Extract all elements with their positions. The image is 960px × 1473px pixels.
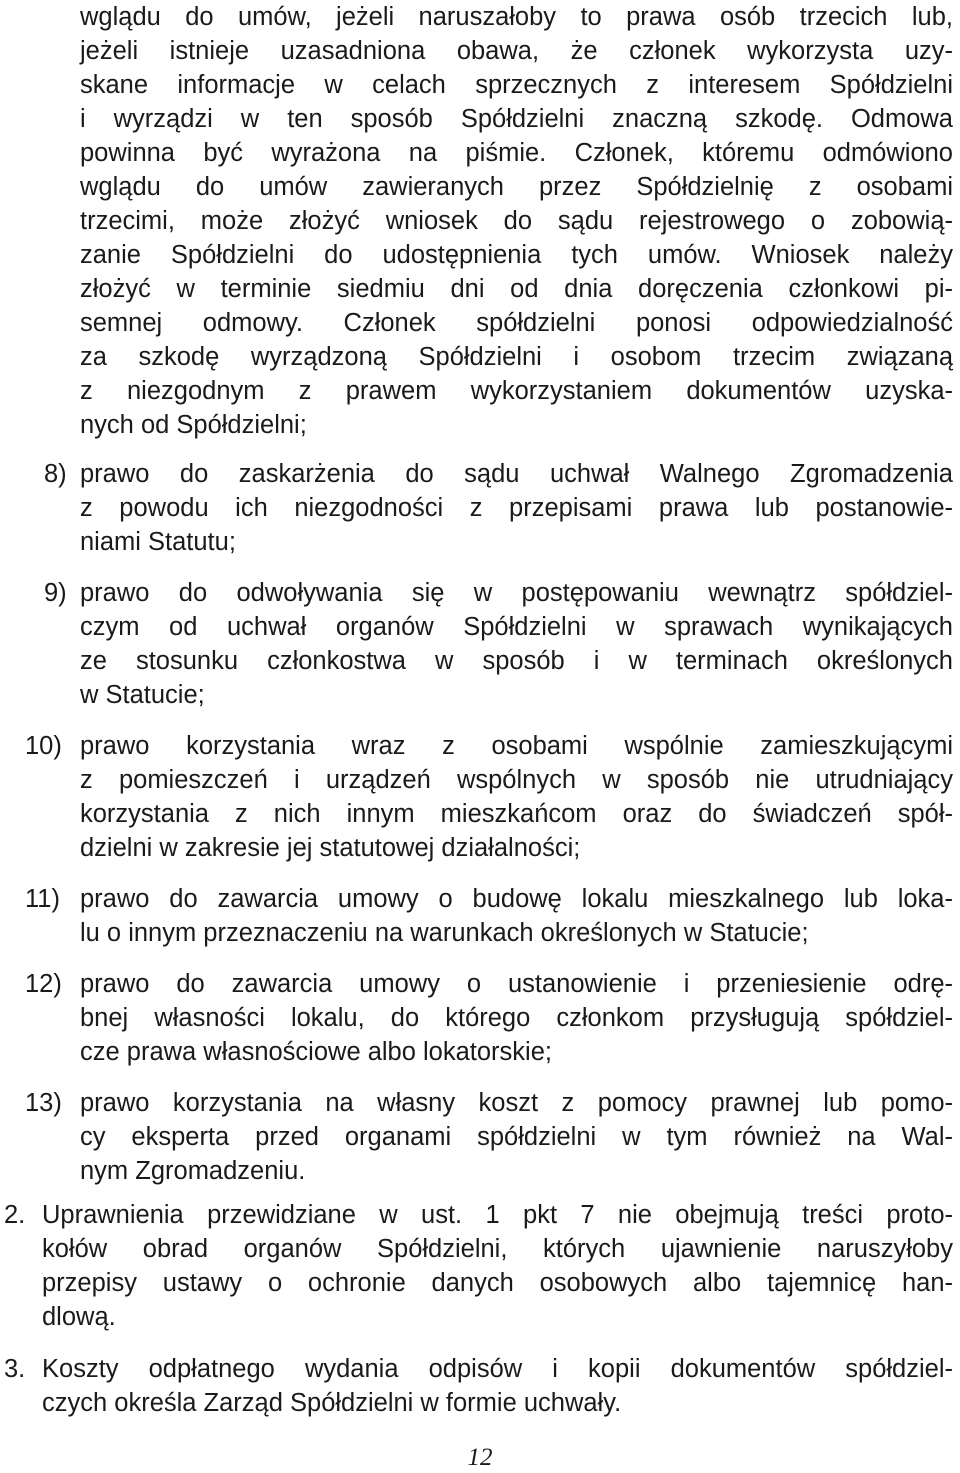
text-line: dzielni w zakresie jej statutowej działalności; bbox=[80, 834, 581, 862]
text-line: prawo do zawarcia umowy o ustanowienie i przeniesienie odrę- bbox=[80, 970, 953, 998]
text-line: lu o innym przeznaczeniu na warunkach określonych w Statucie; bbox=[80, 919, 809, 947]
list-marker: 10) bbox=[25, 732, 62, 760]
text-line: czych określa Zarząd Spółdzielni w formie uchwały. bbox=[42, 1389, 622, 1417]
list-marker: 13) bbox=[25, 1089, 62, 1117]
text-line: cze prawa własnościowe albo lokatorskie; bbox=[80, 1038, 552, 1066]
text-line: prawo korzystania wraz z osobami wspólnie zamieszkującymi bbox=[80, 732, 953, 760]
text-line: i wyrządzi w ten sposób Spółdzielni znaczną szkodę. Odmowa bbox=[80, 105, 953, 133]
text-line: z powodu ich niezgodności z przepisami prawa lub postanowie- bbox=[80, 494, 953, 522]
text-line: w Statucie; bbox=[80, 681, 205, 709]
text-line: Koszty odpłatnego wydania odpisów i kopii dokumentów spółdziel- bbox=[42, 1355, 953, 1383]
text-line: kołów obrad organów Spółdzielni, których ujawnienie naruszyłoby bbox=[42, 1235, 953, 1263]
text-line: bnej własności lokalu, do którego członkom przysługują spółdziel- bbox=[80, 1004, 953, 1032]
text-line: prawo korzystania na własny koszt z pomocy prawnej lub pomo- bbox=[80, 1089, 953, 1117]
text-line: prawo do zaskarżenia do sądu uchwał Walnego Zgromadzenia bbox=[80, 460, 953, 488]
list-marker: 11) bbox=[25, 885, 60, 913]
text-line: prawo do zawarcia umowy o budowę lokalu mieszkalnego lub loka- bbox=[80, 885, 953, 913]
text-line: zanie Spółdzielni do udostępnienia tych umów. Wniosek należy bbox=[80, 241, 953, 269]
text-line: nym Zgromadzeniu. bbox=[80, 1157, 306, 1185]
list-marker: 2. bbox=[4, 1201, 26, 1229]
text-line: z niezgodnym z prawem wykorzystaniem dokumentów uzyska- bbox=[80, 377, 953, 405]
text-line: nych od Spółdzielni; bbox=[80, 411, 307, 439]
text-line: trzecimi, może złożyć wniosek do sądu rejestrowego o zobowią- bbox=[80, 207, 953, 235]
text-line: jeżeli istnieje uzasadniona obawa, że członek wykorzysta uzy- bbox=[80, 37, 953, 65]
text-line: cy eksperta przed organami spółdzielni w tym również na Wal- bbox=[80, 1123, 953, 1151]
text-line: semnej odmowy. Członek spółdzielni ponosi odpowiedzialność bbox=[80, 309, 953, 337]
text-line: czym od uchwał organów Spółdzielni w sprawach wynikających bbox=[80, 613, 953, 641]
text-line: niami Statutu; bbox=[80, 528, 236, 556]
text-line: dlową. bbox=[42, 1303, 116, 1331]
text-line: wglądu do umów zawieranych przez Spółdzielnię z osobami bbox=[80, 173, 953, 201]
text-line: powinna być wyrażona na piśmie. Członek, któremu odmówiono bbox=[80, 139, 953, 167]
list-marker: 12) bbox=[25, 970, 62, 998]
page-number: 12 bbox=[467, 1444, 493, 1471]
text-line: Uprawnienia przewidziane w ust. 1 pkt 7 nie obejmują treści proto- bbox=[42, 1201, 953, 1229]
text-line: przepisy ustawy o ochronie danych osobowych albo tajemnicę han- bbox=[42, 1269, 953, 1297]
list-marker: 3. bbox=[4, 1355, 26, 1383]
text-line: z pomieszczeń i urządzeń wspólnych w sposób nie utrudniający bbox=[80, 766, 953, 794]
list-marker: 8) bbox=[44, 460, 67, 488]
list-marker: 9) bbox=[44, 579, 67, 607]
text-line: złożyć w terminie siedmiu dni od dnia doręczenia członkowi pi- bbox=[80, 275, 953, 303]
text-line: prawo do odwoływania się w postępowaniu wewnątrz spółdziel- bbox=[80, 579, 953, 607]
text-line: skane informacje w celach sprzecznych z interesem Spółdzielni bbox=[80, 71, 953, 99]
text-line: wglądu do umów, jeżeli naruszałoby to prawa osób trzecich lub, bbox=[80, 3, 953, 31]
text-line: ze stosunku członkostwa w sposób i w terminach określonych bbox=[80, 647, 953, 675]
text-line: korzystania z nich innym mieszkańcom oraz do świadczeń spół- bbox=[80, 800, 953, 828]
text-line: za szkodę wyrządzoną Spółdzielni i osobom trzecim związaną bbox=[80, 343, 953, 371]
